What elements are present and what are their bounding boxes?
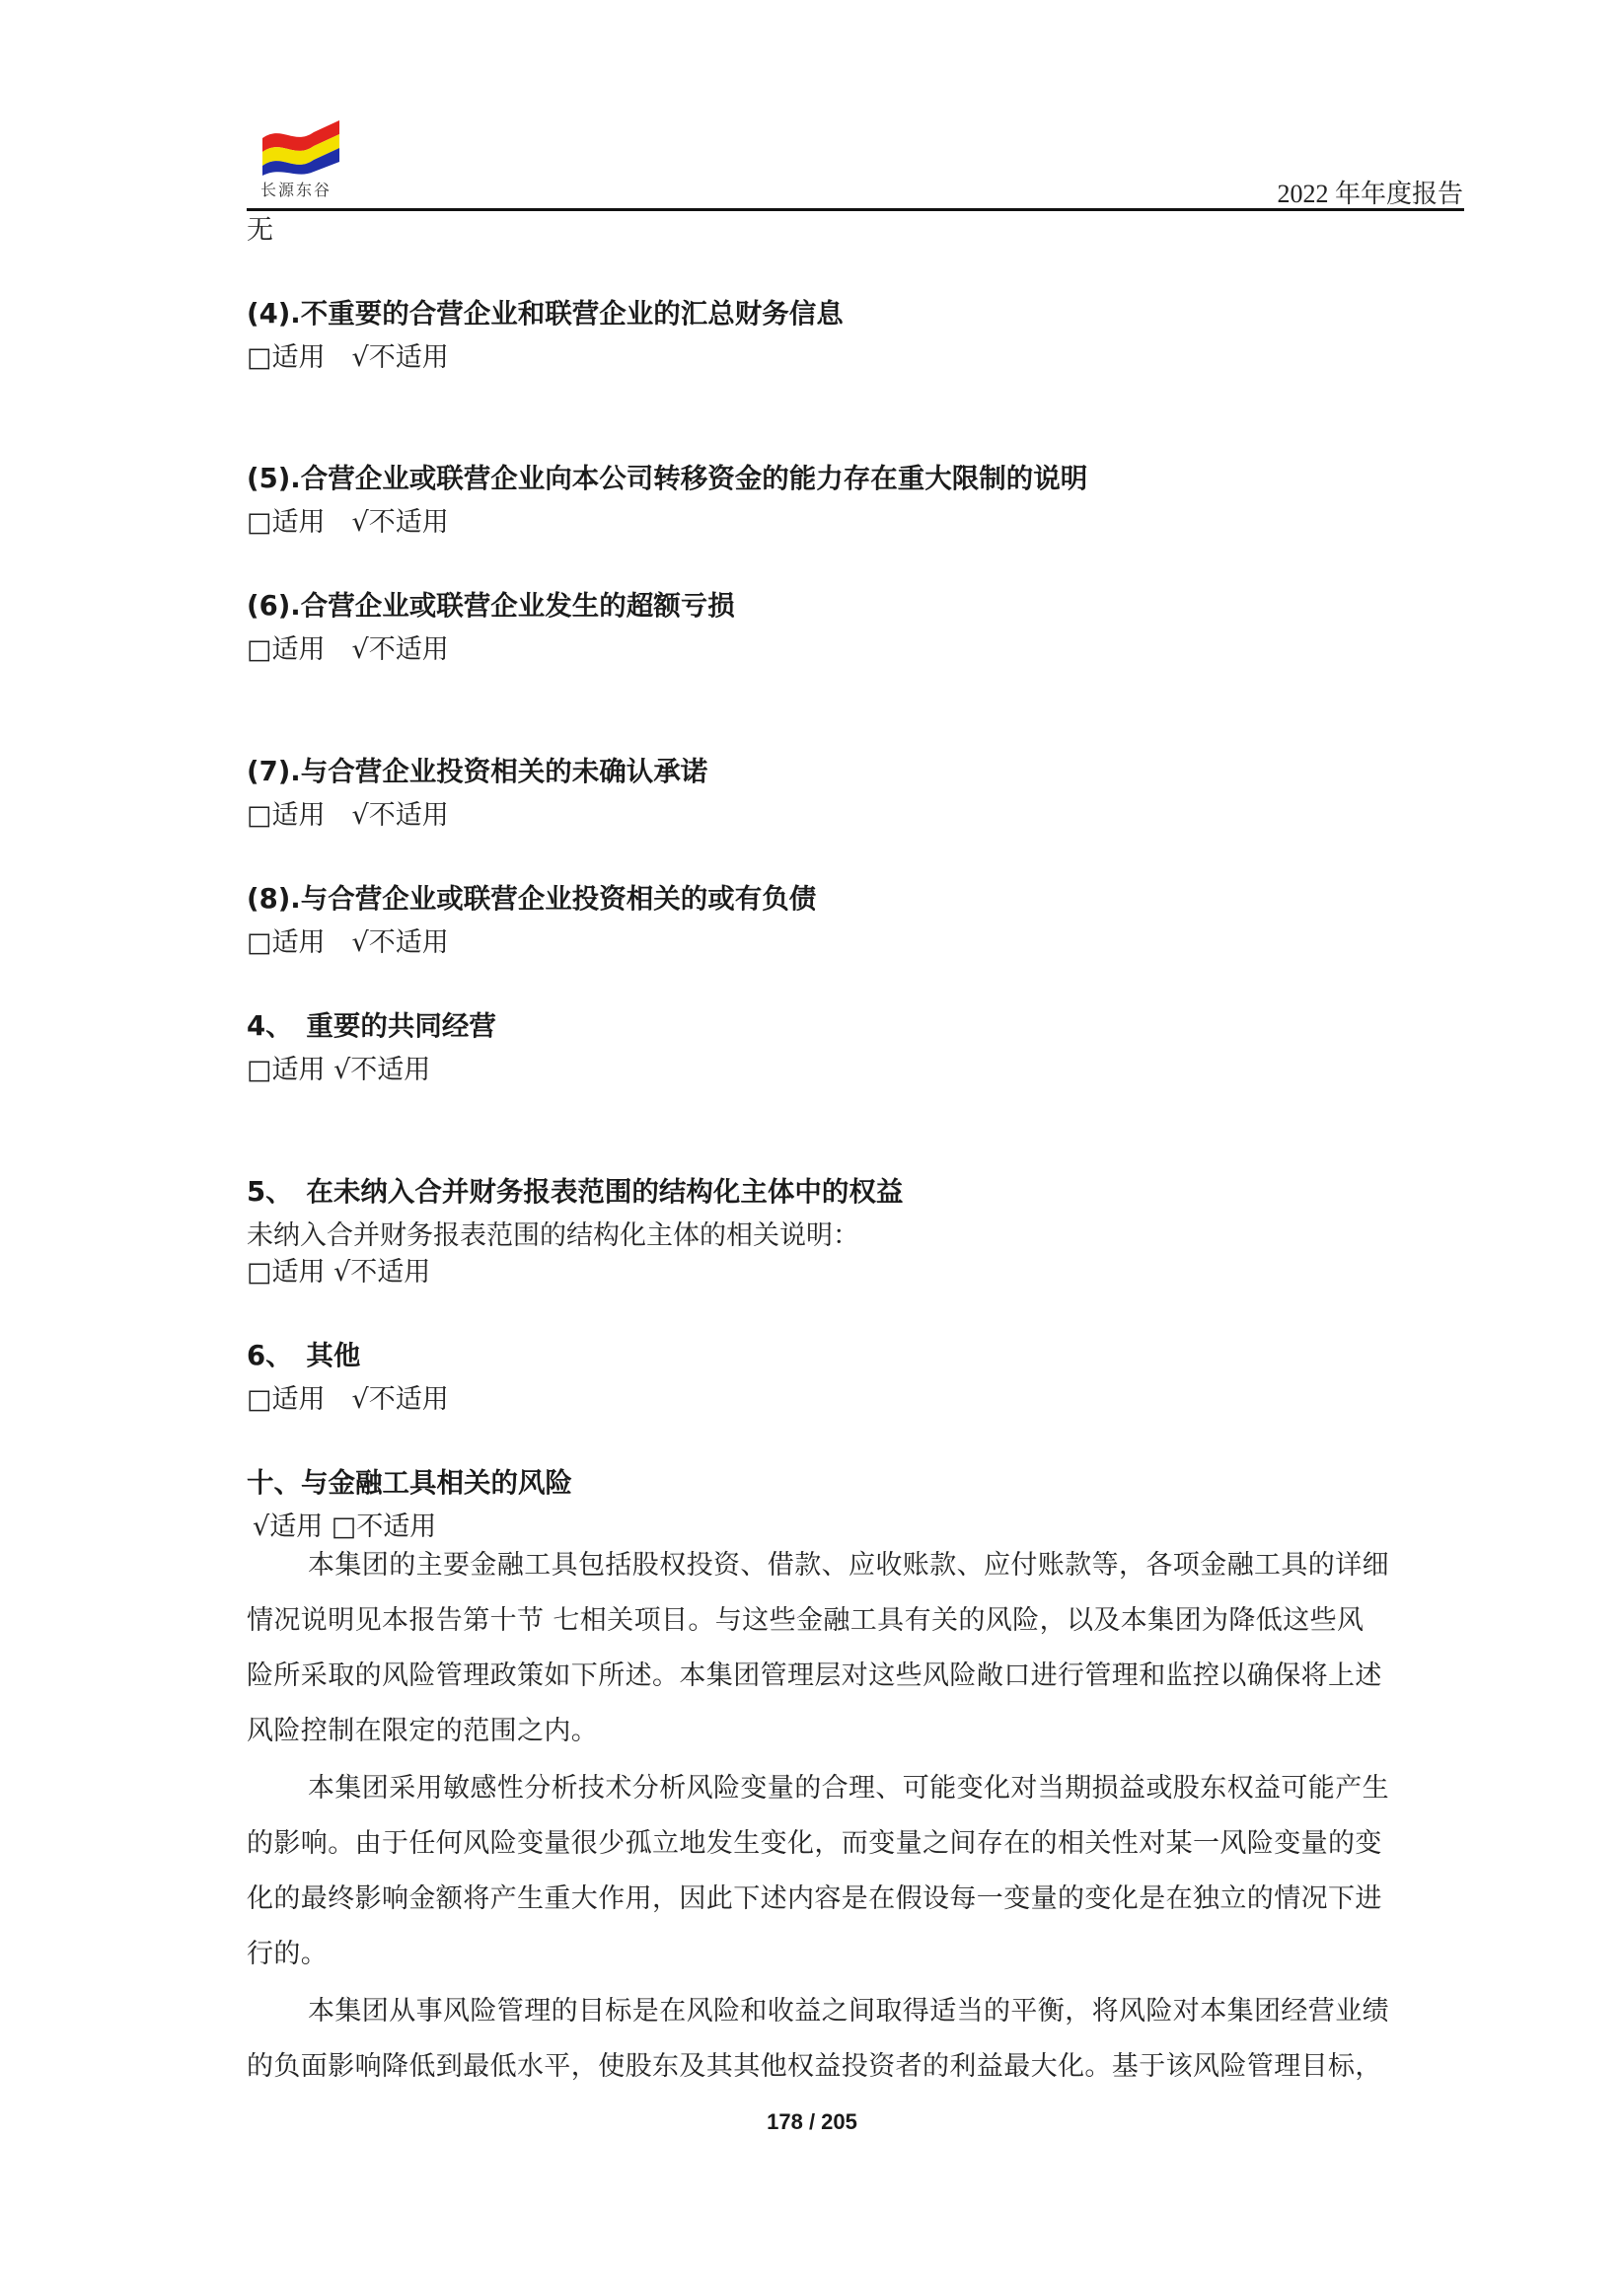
section-heading: (5).合营企业或联营企业向本公司转移资金的能力存在重大限制的说明 — [247, 463, 1088, 494]
logo-text: 长源东谷 — [260, 181, 332, 199]
paragraph-line: 险所采取的风险管理政策如下所述。本集团管理层对这些风险敞口进行管理和监控以确保将上述 — [247, 1660, 1382, 1691]
applicability-line: □适用 √不适用 — [247, 507, 449, 538]
section-heading: (4).不重要的合营企业和联营企业的汇总财务信息 — [247, 298, 844, 330]
section-heading: 4、 重要的共同经营 — [247, 1010, 496, 1042]
section-heading: 十、与金融工具相关的风险 — [247, 1467, 572, 1499]
applicability-line: □适用 √不适用 — [247, 1257, 431, 1288]
applicability-line: □适用 √不适用 — [247, 1384, 449, 1415]
paragraph-line: 风险控制在限定的范围之内。 — [247, 1716, 599, 1746]
section-heading: (6).合营企业或联营企业发生的超额亏损 — [247, 590, 735, 622]
applicability-line: □适用 √不适用 — [247, 800, 449, 831]
page-number: 178 / 205 — [767, 2109, 857, 2134]
applicability-line: □适用 √不适用 — [247, 634, 449, 665]
section-heading: 5、 在未纳入合并财务报表范围的结构化主体中的权益 — [247, 1176, 904, 1208]
report-title: 2022 年年度报告 — [1277, 180, 1463, 208]
paragraph-line: 行的。 — [247, 1939, 329, 1969]
logo-stripes-icon — [258, 116, 343, 176]
text-line: 无 — [247, 215, 273, 246]
paragraph-line: 化的最终影响金额将产生重大作用，因此下述内容是在假设每一变量的变化是在独立的情况下进 — [247, 1883, 1382, 1914]
applicability-line: □适用 √不适用 — [247, 342, 449, 373]
applicability-line: □适用 √不适用 — [247, 1055, 431, 1085]
header-divider — [247, 208, 1464, 211]
section-heading: 6、 其他 — [247, 1340, 361, 1371]
text-line: 未纳入合并财务报表范围的结构化主体的相关说明： — [247, 1220, 859, 1251]
section-heading: (7).与合营企业投资相关的未确认承诺 — [247, 756, 708, 787]
paragraph-line: 本集团的主要金融工具包括股权投资、借款、应收账款、应付账款等，各项金融工具的详细 — [308, 1550, 1389, 1581]
paragraph-line: 本集团从事风险管理的目标是在风险和收益之间取得适当的平衡，将风险对本集团经营业绩 — [308, 1996, 1389, 2027]
paragraph-line: 情况说明见本报告第十节 七相关项目。与这些金融工具有关的风险，以及本集团为降低这些风 — [247, 1605, 1365, 1636]
paragraph-line: 的负面影响降低到最低水平，使股东及其其他权益投资者的利益最大化。基于该风险管理目标， — [247, 2051, 1382, 2082]
section-heading: (8).与合营企业或联营企业投资相关的或有负债 — [247, 883, 817, 915]
paragraph-line: 本集团采用敏感性分析技术分析风险变量的合理、可能变化对当期损益或股东权益可能产生 — [308, 1773, 1389, 1804]
company-logo — [258, 116, 343, 199]
paragraph-line: 的影响。由于任何风险变量很少孤立地发生变化，而变量之间存在的相关性对某一风险变量的变 — [247, 1828, 1382, 1859]
applicability-line: √适用 □不适用 — [253, 1511, 437, 1542]
applicability-line: □适用 √不适用 — [247, 927, 449, 958]
